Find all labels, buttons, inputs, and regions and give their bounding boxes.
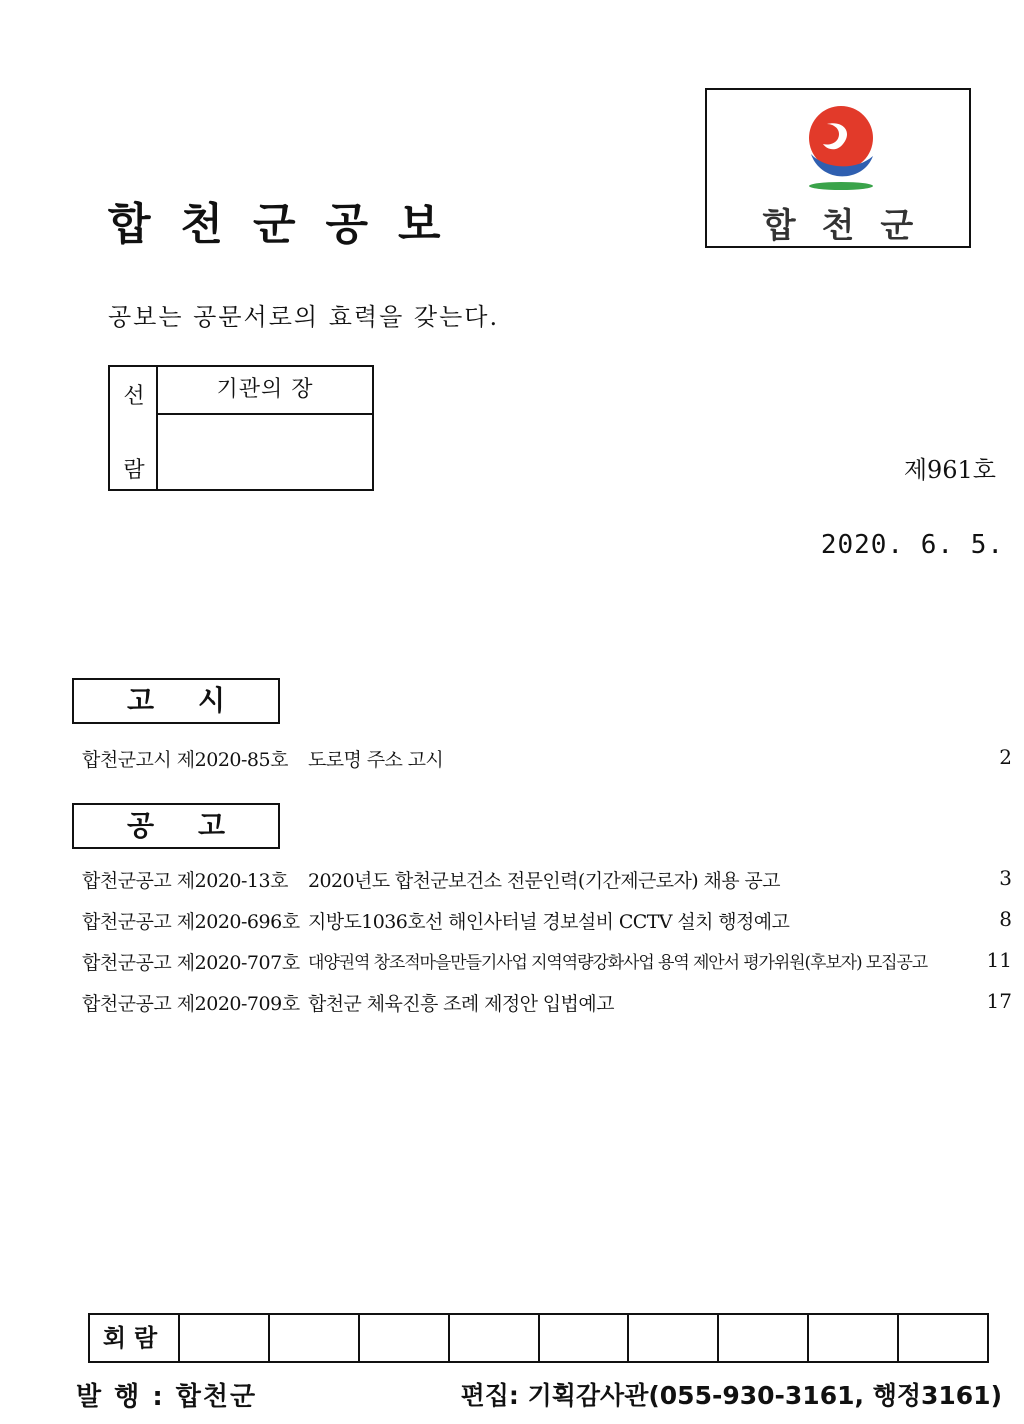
entry-code: 합천군고시 제2020-85호 [82, 749, 288, 771]
section-heading-notice: 고시 [72, 678, 280, 724]
logo-county-name: 합천군 [762, 206, 940, 246]
section-heading-announcement: 공고 [72, 803, 280, 849]
entry-title: 대양권역 창조적마을만들기사업 지역역량강화사업 용역 제안서 평가위원(후보자) 모집공고 [308, 953, 928, 973]
circulation-cell [629, 1315, 719, 1361]
circulation-cell [450, 1315, 540, 1361]
circulation-cell [809, 1315, 899, 1361]
editor-contact: 편집: 기획감사관(055-930-3161, 행정3161) [460, 1381, 1002, 1410]
approval-side [110, 367, 158, 489]
county-logo-box [705, 88, 971, 248]
circulation-cell [270, 1315, 360, 1361]
publisher: 발 행 : 합천군 [76, 1382, 258, 1412]
entry-page: 17 [986, 989, 1012, 1013]
toc-entry[interactable] [82, 866, 1012, 894]
toc-entry[interactable] [82, 907, 1012, 935]
entry-page: 2 [999, 745, 1012, 769]
issue-number: 제961호 [903, 456, 996, 484]
circulation-cell [360, 1315, 450, 1361]
entry-title: 지방도1036호선 해인사터널 경보설비 CCTV 설치 행정예고 [308, 911, 790, 933]
circulation-label: 회람 [90, 1315, 180, 1361]
circulation-cell [719, 1315, 809, 1361]
gazette-title: 합천군공보 [108, 199, 471, 250]
county-emblem-icon [797, 102, 885, 194]
circulation-cell [180, 1315, 270, 1361]
approval-side-bottom: 람 [123, 458, 145, 483]
approval-head: 기관의 장 [158, 367, 372, 415]
entry-code: 합천군공고 제2020-13호 [82, 870, 288, 892]
toc-entry[interactable] [82, 989, 1012, 1017]
entry-page: 8 [999, 907, 1012, 931]
toc-entry[interactable] [82, 948, 1012, 976]
circulation-cell [540, 1315, 630, 1361]
entry-code: 합천군공고 제2020-696호 [82, 911, 300, 933]
entry-page: 11 [986, 948, 1012, 972]
entry-code: 합천군공고 제2020-709호 [82, 993, 300, 1015]
issue-date: 2020. 6. 5. [820, 530, 1004, 560]
approval-side-top: 선 [123, 384, 145, 409]
entry-page: 3 [999, 866, 1012, 890]
entry-title: 2020년도 합천군보건소 전문인력(기간제근로자) 채용 공고 [308, 870, 780, 892]
toc-entry[interactable] [82, 745, 1012, 773]
circulation-cell [899, 1315, 987, 1361]
entry-code: 합천군공고 제2020-707호 [82, 952, 300, 974]
approval-box [108, 365, 374, 491]
entry-title: 합천군 체육진흥 조례 제정안 입법예고 [308, 993, 614, 1015]
circulation-box [88, 1313, 989, 1363]
entry-title: 도로명 주소 고시 [308, 749, 444, 771]
lead-statement: 공보는 공문서로의 효력을 갖는다. [108, 303, 500, 331]
